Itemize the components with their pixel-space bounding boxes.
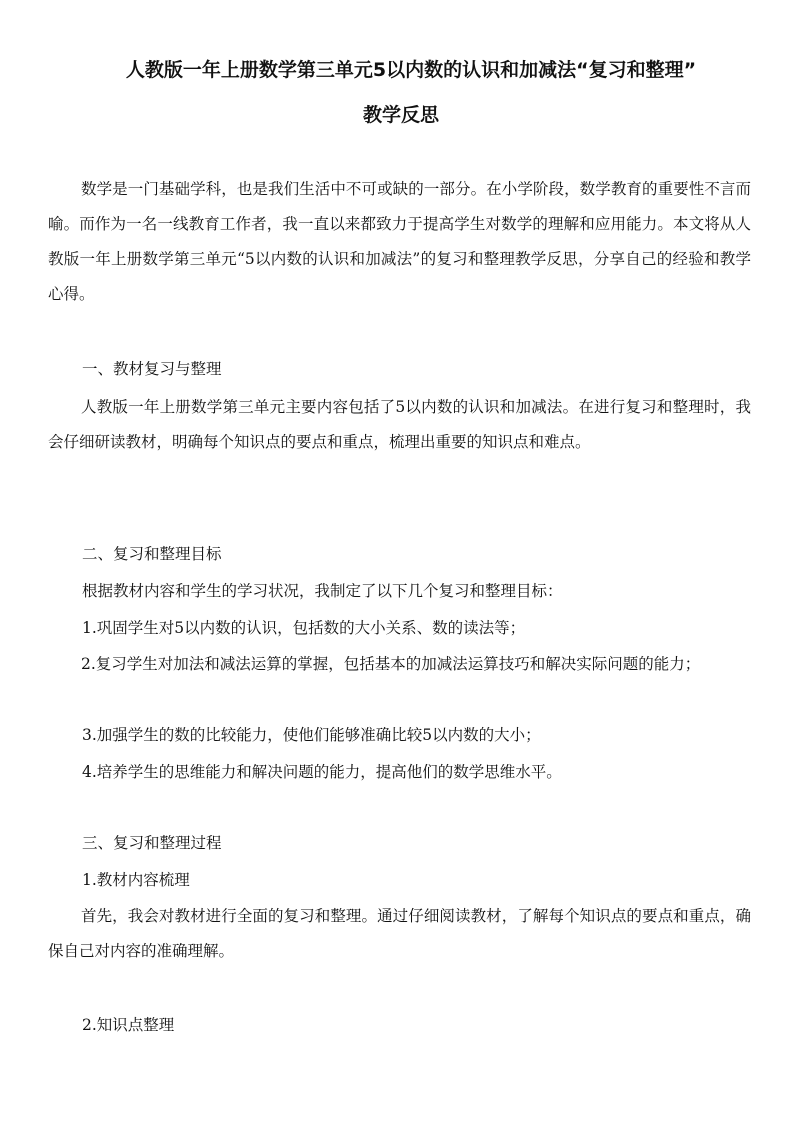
document-title: 人教版一年上册数学第三单元5以内数的认识和加减法“复习和整理” xyxy=(125,59,697,81)
goal-item-4: 4.培养学生的思维能力和解决问题的能力，提高他们的数学思维水平。 xyxy=(82,763,562,781)
section-2-heading: 二、复习和整理目标 xyxy=(82,545,222,563)
goal-item-2: 2.复习学生对加法和减法运算的掌握，包括基本的加减法运算技巧和解决实际问题的能力； xyxy=(81,655,701,673)
section-1-body: 人教版一年上册数学第三单元主要内容包括了5以内数的认识和加减法。在进行复习和整理时，我会仔细研读教材，明确每个知识点的要点和重点，梳理出重要的知识点和难点。 xyxy=(48,398,751,451)
subsection-1-body: 首先，我会对教材进行全面的复习和整理。通过仔细阅读教材，了解每个知识点的要点和重点，确保自己对内容的准确理解。 xyxy=(48,907,751,960)
document-title-subline: 教学反思 xyxy=(362,104,439,126)
section-2-lead: 根据教材内容和学生的学习状况，我制定了以下几个复习和整理目标： xyxy=(82,582,563,600)
subsection-2-heading: 2.知识点整理 xyxy=(82,1016,175,1034)
section-3-heading: 三、复习和整理过程 xyxy=(82,834,222,852)
goal-item-3: 3.加强学生的数的比较能力，使他们能够准确比较5以内数的大小； xyxy=(82,726,541,744)
intro-paragraph: 数学是一门基础学科，也是我们生活中不可或缺的一部分。在小学阶段，数学教育的重要性不言而喻。而作为一名一线教育工作者，我一直以来都致力于提高学生对数学的理解和应用能力。本文将从人教版一年上册数学第三单元“5以内数的认识和加减法”的复习和整理教学反思，分享自己的经验和教学心得。 xyxy=(48,180,751,303)
section-1-heading: 一、教材复习与整理 xyxy=(82,360,222,378)
goal-item-1: 1.巩固学生对5以内数的认识，包括数的大小关系、数的读法等； xyxy=(82,619,526,637)
subsection-1-heading: 1.教材内容梳理 xyxy=(82,871,190,889)
